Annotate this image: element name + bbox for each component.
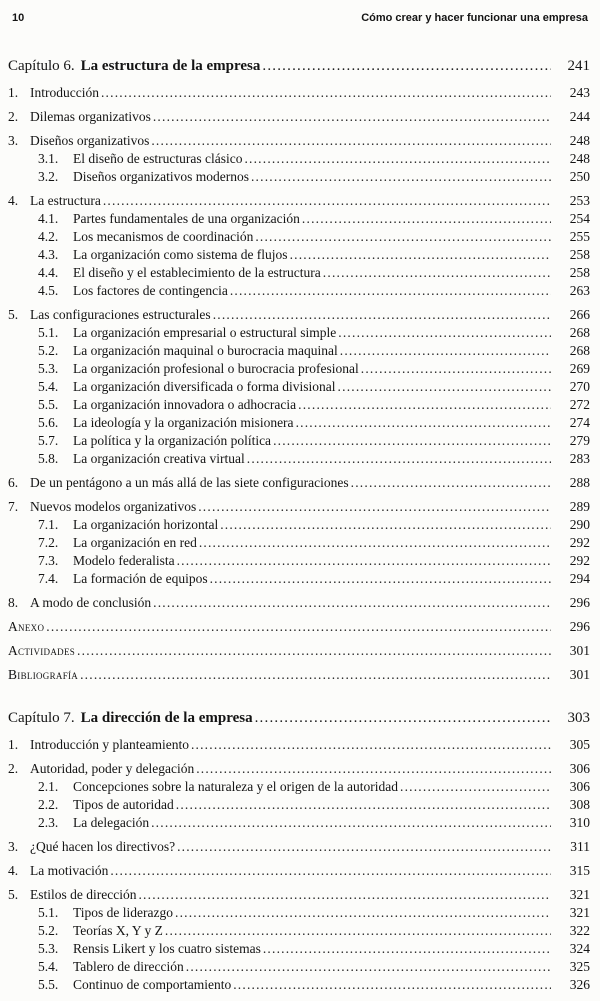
entry-page: 288 [569, 475, 590, 490]
entry-label: 5.2. [38, 923, 59, 938]
entry-label: 5.4. [38, 379, 59, 394]
entry-title: La ideología y la organización misionera [73, 415, 294, 430]
entry-page: 311 [570, 839, 590, 854]
entry-label: 2. [8, 761, 19, 776]
toc-entry [8, 360, 590, 378]
toc-entry [8, 618, 590, 636]
entry-title: Anexo [8, 619, 45, 634]
dot-leader [273, 432, 551, 450]
dot-leader [251, 168, 551, 186]
dot-leader [244, 150, 551, 168]
dot-leader [80, 666, 551, 684]
entry-page: 258 [569, 247, 590, 262]
entry-page: 274 [569, 415, 590, 430]
entry-page: 290 [569, 517, 590, 532]
dot-leader [340, 342, 551, 360]
toc-entry [8, 862, 590, 880]
entry-label: 5. [8, 887, 19, 902]
entry-page: 321 [569, 905, 590, 920]
toc-entry [8, 432, 590, 450]
entry-page: 270 [569, 379, 590, 394]
entry-title: La organización diversificada o forma divisional [73, 379, 336, 394]
entry-title: La organización innovadora o adhocracia [73, 397, 297, 412]
dot-leader [255, 709, 551, 728]
entry-label: 5.5. [38, 397, 59, 412]
entry-page: 296 [569, 619, 590, 634]
entry-page: 296 [569, 595, 590, 610]
dot-leader [175, 904, 551, 922]
entry-title: La dirección de la empresa [80, 710, 253, 726]
entry-page: 325 [569, 959, 590, 974]
dot-leader [186, 958, 551, 976]
dot-leader [262, 57, 551, 76]
dot-leader [210, 570, 551, 588]
dot-leader [255, 228, 551, 246]
toc-entry [8, 474, 590, 492]
dot-leader [176, 796, 551, 814]
entry-title: La organización en red [73, 535, 197, 550]
entry-page: 248 [569, 151, 590, 166]
entry-page: 268 [569, 343, 590, 358]
entry-page: 241 [567, 58, 590, 74]
entry-label: 5.3. [38, 941, 59, 956]
toc-entry [8, 778, 590, 796]
entry-page: 326 [569, 977, 590, 992]
entry-title: Bibliografía [8, 667, 79, 682]
entry-label: 2.1. [38, 779, 59, 794]
entry-title: Dilemas organizativos [30, 109, 151, 124]
entry-title: La organización horizontal [73, 517, 219, 532]
toc-list [8, 57, 590, 994]
entry-page: 308 [569, 797, 590, 812]
toc-entry [8, 709, 590, 728]
dot-leader [198, 498, 551, 516]
entry-title: Las configuraciones estructurales [30, 307, 211, 322]
toc-entry [8, 282, 590, 300]
entry-title: Tipos de liderazgo [73, 905, 173, 920]
entry-label: 3.1. [38, 151, 59, 166]
dot-leader [199, 534, 551, 552]
dot-leader [230, 282, 551, 300]
entry-page: 310 [569, 815, 590, 830]
toc-entry [8, 108, 590, 126]
toc-entry [8, 228, 590, 246]
toc-entry [8, 958, 590, 976]
entry-page: 263 [569, 283, 590, 298]
entry-title: La delegación [73, 815, 150, 830]
entry-label: 7.3. [38, 553, 59, 568]
entry-label: 5.2. [38, 343, 59, 358]
entry-label: 7.4. [38, 571, 59, 586]
entry-title: La organización maquinal o burocracia maquinal [73, 343, 338, 358]
entry-title: Tipos de autoridad [73, 797, 174, 812]
entry-label: 8. [8, 595, 19, 610]
entry-label: 4. [8, 193, 19, 208]
dot-leader [165, 922, 551, 940]
toc-entry [8, 760, 590, 778]
entry-title: La política y la organización política [73, 433, 272, 448]
entry-title: La organización profesional o burocracia profesional [73, 361, 359, 376]
dot-leader [213, 306, 551, 324]
entry-page: 243 [569, 85, 590, 100]
toc-entry [8, 342, 590, 360]
entry-title: Estilos de dirección [30, 887, 137, 902]
entry-page: 306 [569, 779, 590, 794]
entry-label: 5.3. [38, 361, 59, 376]
toc-entry [8, 210, 590, 228]
entry-title: Tablero de dirección [73, 959, 184, 974]
toc-entry [8, 570, 590, 588]
dot-leader [338, 378, 551, 396]
dot-leader [296, 414, 551, 432]
entry-title: Partes fundamentales de una organización [73, 211, 300, 226]
entry-page: 321 [569, 887, 590, 902]
entry-title: La organización creativa virtual [73, 451, 245, 466]
entry-label: 4.4. [38, 265, 59, 280]
entry-page: 324 [569, 941, 590, 956]
header-page-number: 10 [12, 12, 25, 24]
toc-entry [8, 516, 590, 534]
entry-label: 1. [8, 737, 19, 752]
entry-page: 289 [569, 499, 590, 514]
entry-title: Actividades [8, 643, 76, 658]
entry-title: ¿Qué hacen los directivos? [30, 839, 176, 854]
toc-entry [8, 642, 590, 660]
toc-entry [8, 534, 590, 552]
toc-entry [8, 57, 590, 76]
dot-leader [290, 246, 551, 264]
entry-page: 244 [569, 109, 590, 124]
entry-title: Diseños organizativos [30, 133, 150, 148]
entry-page: 303 [567, 710, 590, 726]
entry-label: 4. [8, 863, 19, 878]
entry-title: Continuo de comportamiento [73, 977, 232, 992]
entry-page: 254 [569, 211, 590, 226]
toc-entry [8, 886, 590, 904]
dot-leader [263, 940, 551, 958]
entry-label: 2.3. [38, 815, 59, 830]
entry-page: 301 [569, 667, 590, 682]
entry-page: 279 [569, 433, 590, 448]
toc-entry [8, 940, 590, 958]
dot-leader [302, 210, 551, 228]
dot-leader [153, 594, 551, 612]
entry-page: 283 [569, 451, 590, 466]
toc-entry [8, 594, 590, 612]
entry-label: 5.5. [38, 977, 59, 992]
entry-title: Los factores de contingencia [73, 283, 228, 298]
dot-leader [151, 814, 551, 832]
entry-label: 2.2. [38, 797, 59, 812]
entry-label: 5.1. [38, 325, 59, 340]
entry-label: 3.2. [38, 169, 59, 184]
entry-label: 2. [8, 109, 19, 124]
toc-entry [8, 150, 590, 168]
dot-leader [196, 760, 551, 778]
entry-label: 4.1. [38, 211, 59, 226]
entry-title: La formación de equipos [73, 571, 208, 586]
dot-leader [191, 736, 551, 754]
entry-title: Introducción y planteamiento [30, 737, 189, 752]
dot-leader [338, 324, 551, 342]
dot-leader [101, 84, 551, 102]
toc-entry [8, 192, 590, 210]
entry-label: 7. [8, 499, 19, 514]
entry-label: Capítulo 6. [8, 58, 75, 74]
toc-entry [8, 396, 590, 414]
entry-title: La motivación [30, 863, 109, 878]
entry-title: Rensis Likert y los cuatro sistemas [73, 941, 261, 956]
entry-title: Concepciones sobre la naturaleza y el origen de la autoridad [73, 779, 398, 794]
entry-page: 248 [569, 133, 590, 148]
entry-page: 305 [569, 737, 590, 752]
entry-label: 4.5. [38, 283, 59, 298]
entry-title: La estructura [30, 193, 101, 208]
entry-title: Los mecanismos de coordinación [73, 229, 254, 244]
entry-page: 253 [569, 193, 590, 208]
entry-page: 272 [569, 397, 590, 412]
entry-title: Diseños organizativos modernos [73, 169, 249, 184]
dot-leader [220, 516, 551, 534]
toc-entry [8, 450, 590, 468]
entry-label: 5.1. [38, 905, 59, 920]
entry-page: 301 [569, 643, 590, 658]
entry-label: 4.2. [38, 229, 59, 244]
toc-entry [8, 324, 590, 342]
entry-title: Nuevos modelos organizativos [30, 499, 197, 514]
entry-label: 1. [8, 85, 19, 100]
entry-page: 268 [569, 325, 590, 340]
entry-page: 322 [569, 923, 590, 938]
dot-leader [103, 192, 551, 210]
entry-label: Capítulo 7. [8, 710, 75, 726]
entry-title: El diseño y el establecimiento de la estructura [73, 265, 321, 280]
dot-leader [400, 778, 551, 796]
dot-leader [233, 976, 551, 994]
dot-leader [247, 450, 551, 468]
toc-entry [8, 976, 590, 994]
entry-label: 5.6. [38, 415, 59, 430]
dot-leader [361, 360, 551, 378]
running-header [8, 8, 590, 32]
entry-title: De un pentágono a un más allá de las siete configuraciones [30, 475, 349, 490]
dot-leader [110, 862, 551, 880]
entry-label: 7.2. [38, 535, 59, 550]
entry-title: Teorías X, Y y Z [73, 923, 163, 938]
toc-entry [8, 666, 590, 684]
dot-leader [177, 552, 551, 570]
entry-page: 266 [569, 307, 590, 322]
toc-entry [8, 132, 590, 150]
toc-entry [8, 796, 590, 814]
toc-entry [8, 264, 590, 282]
entry-page: 250 [569, 169, 590, 184]
dot-leader [138, 886, 551, 904]
entry-label: 5.8. [38, 451, 59, 466]
toc-entry [8, 922, 590, 940]
entry-title: A modo de conclusión [30, 595, 152, 610]
toc-entry [8, 838, 590, 856]
toc-entry [8, 84, 590, 102]
entry-title: Autoridad, poder y delegación [30, 761, 195, 776]
entry-title: Introducción [30, 85, 99, 100]
dot-leader [151, 132, 551, 150]
entry-label: 7.1. [38, 517, 59, 532]
toc-entry [8, 414, 590, 432]
entry-title: Modelo federalista [73, 553, 175, 568]
toc-entry [8, 552, 590, 570]
header-running-title: Cómo crear y hacer funcionar una empresa [361, 12, 588, 24]
entry-label: 5.7. [38, 433, 59, 448]
toc-entry [8, 814, 590, 832]
toc-entry [8, 498, 590, 516]
entry-title: El diseño de estructuras clásico [73, 151, 243, 166]
dot-leader [177, 838, 551, 856]
dot-leader [77, 642, 551, 660]
dot-leader [153, 108, 551, 126]
entry-page: 294 [569, 571, 590, 586]
dot-leader [46, 618, 551, 636]
toc-entry [8, 306, 590, 324]
entry-label: 3. [8, 839, 19, 854]
entry-title: La estructura de la empresa [80, 58, 261, 74]
toc-entry [8, 904, 590, 922]
entry-label: 5. [8, 307, 19, 322]
entry-page: 292 [569, 553, 590, 568]
toc-entry [8, 246, 590, 264]
dot-leader [323, 264, 551, 282]
entry-page: 306 [569, 761, 590, 776]
entry-label: 6. [8, 475, 19, 490]
entry-label: 3. [8, 133, 19, 148]
toc-entry [8, 168, 590, 186]
entry-page: 258 [569, 265, 590, 280]
entry-page: 315 [569, 863, 590, 878]
toc-entry [8, 736, 590, 754]
entry-label: 4.3. [38, 247, 59, 262]
dot-leader [351, 474, 551, 492]
entry-page: 292 [569, 535, 590, 550]
entry-page: 255 [569, 229, 590, 244]
toc-entry [8, 378, 590, 396]
entry-label: 5.4. [38, 959, 59, 974]
entry-title: La organización empresarial o estructural simple [73, 325, 337, 340]
dot-leader [298, 396, 551, 414]
entry-title: La organización como sistema de flujos [73, 247, 288, 262]
entry-page: 269 [569, 361, 590, 376]
